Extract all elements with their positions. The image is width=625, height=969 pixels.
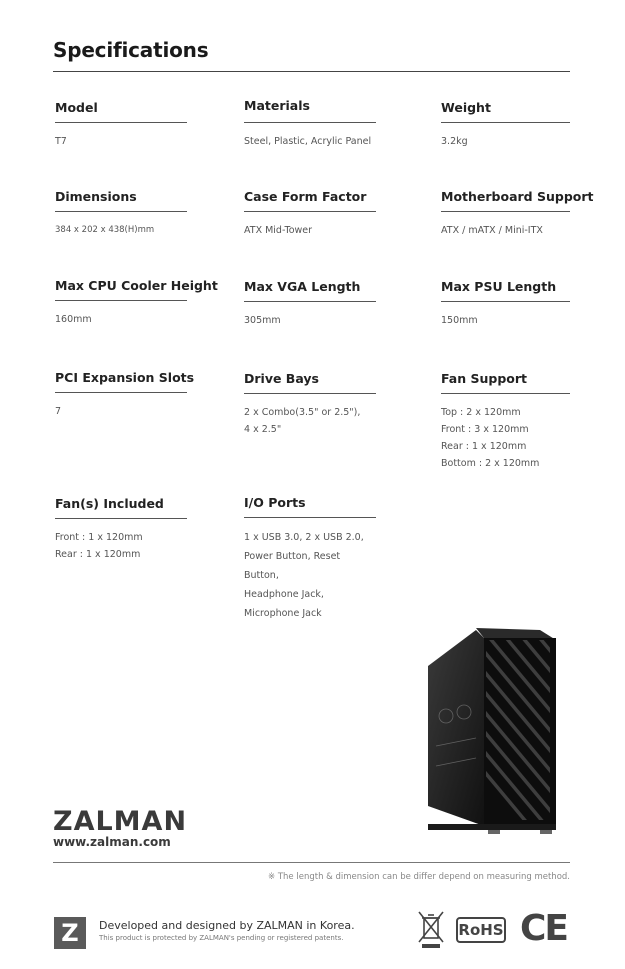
spec-max-cpu-cooler-height [55, 278, 218, 328]
spec-model [55, 100, 187, 150]
zalman-z-icon: Z [54, 917, 86, 949]
rohs-badge: RoHS [456, 917, 506, 943]
spec-divider [244, 122, 376, 123]
spec-divider [55, 211, 187, 212]
spec-divider [55, 122, 187, 123]
spec-label: Drive Bays [244, 371, 319, 386]
zalman-logo: ZALMAN [53, 806, 188, 837]
spec-label: Case Form Factor [244, 189, 367, 204]
spec-value: Top : 2 x 120mm Front : 3 x 120mm Rear : 1 x 120mm Bottom : 2 x 120mm [441, 407, 540, 469]
spec-materials [244, 98, 376, 150]
spec-pci-expansion-slots [55, 370, 195, 420]
spec-value: ATX Mid-Tower [244, 225, 313, 236]
spec-label: Motherboard Support [441, 189, 594, 204]
developed-by-text: Developed and designed by ZALMAN in Korea. [99, 919, 355, 932]
spec-value: 305mm [244, 315, 281, 326]
spec-divider [441, 211, 570, 212]
spec-value: ATX / mATX / Mini-ITX [441, 225, 543, 236]
spec-fans-included [55, 496, 187, 563]
spec-value: Steel, Plastic, Acrylic Panel [244, 136, 372, 147]
spec-label: I/O Ports [244, 495, 306, 510]
spec-divider [441, 122, 570, 123]
spec-divider [244, 211, 376, 212]
spec-value: 150mm [441, 315, 478, 326]
patent-text: This product is protected by ZALMAN's pending or registered patents. [99, 934, 344, 942]
spec-value: 160mm [55, 314, 92, 325]
spec-value: 7 [55, 406, 62, 417]
spec-label: Materials [244, 98, 310, 113]
spec-label: Dimensions [55, 189, 137, 204]
spec-value: Front : 1 x 120mm Rear : 1 x 120mm [55, 532, 143, 560]
spec-divider [441, 301, 570, 302]
page-title: Specifications [53, 38, 209, 62]
spec-label: Max VGA Length [244, 279, 361, 294]
spec-label: Max PSU Length [441, 279, 557, 294]
spec-divider [441, 393, 570, 394]
ce-mark: CE [520, 908, 568, 949]
spec-divider [244, 301, 376, 302]
website-link[interactable]: www.zalman.com [53, 835, 171, 849]
spec-max-psu-length [441, 279, 570, 329]
pc-case-image [418, 626, 560, 840]
spec-divider [55, 392, 187, 393]
measurement-note: ※ The length & dimension can be differ depend on measuring method. [268, 872, 570, 882]
spec-fan-support [441, 371, 570, 472]
spec-value: 1 x USB 3.0, 2 x USB 2.0, Power Button, Reset Button, Headphone Jack, Microphone Jack [244, 532, 364, 619]
spec-value: 2 x Combo(3.5" or 2.5"), 4 x 2.5" [244, 407, 361, 435]
spec-label: Fan(s) Included [55, 496, 164, 511]
spec-label: Fan Support [441, 371, 528, 386]
spec-divider [244, 517, 376, 518]
spec-label: Model [55, 100, 98, 115]
spec-label: PCI Expansion Slots [55, 370, 195, 385]
spec-label: Weight [441, 100, 491, 115]
spec-divider [55, 518, 187, 519]
footer-divider [53, 862, 570, 863]
spec-divider [55, 300, 187, 301]
spec-drive-bays [244, 371, 376, 438]
spec-value: 3.2kg [441, 136, 468, 147]
spec-case-form-factor [244, 189, 376, 239]
spec-value: 384 x 202 x 438(H)mm [55, 225, 155, 235]
spec-value: T7 [55, 136, 67, 147]
spec-max-vga-length [244, 279, 376, 329]
spec-label: Max CPU Cooler Height [55, 278, 218, 293]
spec-dimensions [55, 189, 187, 239]
spec-weight [441, 100, 570, 150]
spec-motherboard-support [441, 189, 594, 239]
spec-divider [244, 393, 376, 394]
spec-io-ports [244, 495, 376, 623]
weee-bin-icon [417, 910, 445, 950]
title-divider [53, 71, 570, 72]
